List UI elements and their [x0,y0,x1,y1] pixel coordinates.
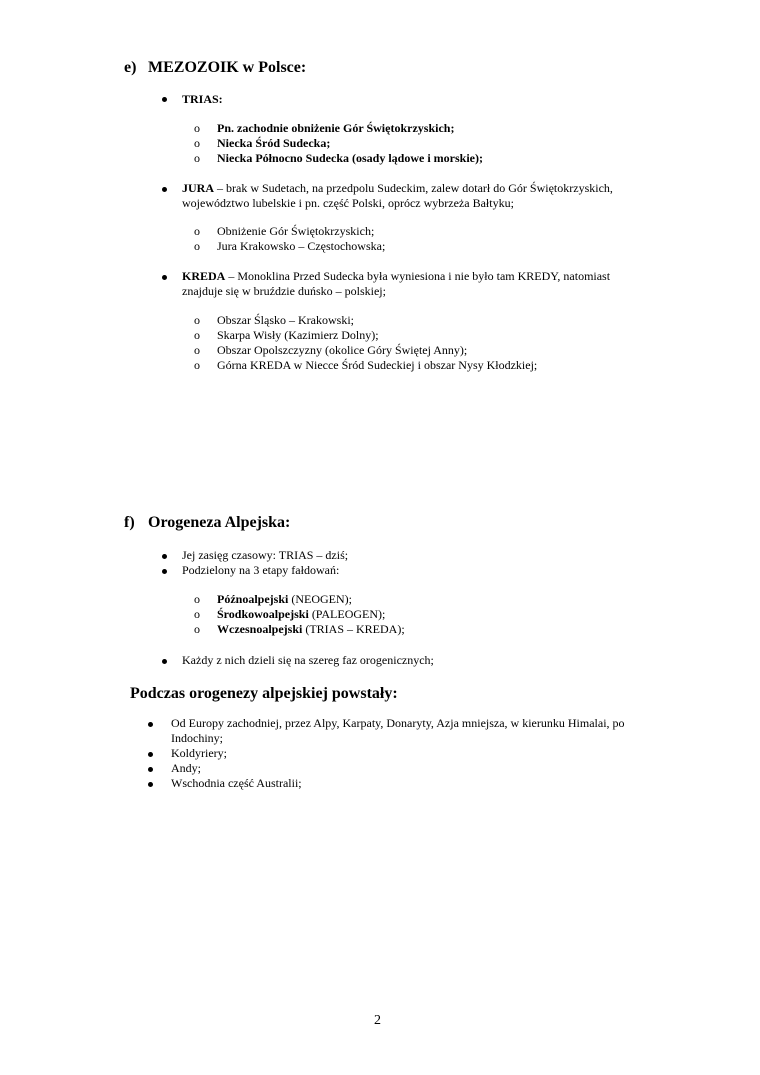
circle-bullet: o [194,121,200,135]
section-e-heading: MEZOZOIK w Polsce: [148,59,307,76]
stage-item [217,622,405,637]
formation-item: Koldyriery; [171,746,227,760]
orogeny-bullet: Podzielony na 3 etapy fałdowań: [182,563,340,577]
trias-item: Pn. zachodnie obniżenie Gór Świętokrzyskich; [217,121,455,135]
circle-bullet: o [194,592,200,606]
jura-heading: JURA [182,181,214,195]
trias-heading: TRIAS: [182,92,223,106]
bullet [148,767,153,772]
stage-name: Wczesnoalpejski [217,622,303,636]
bullet [148,782,153,787]
kreda-line-2: znajduje się w bruździe duńsko – polskiej; [182,284,386,298]
bullet [162,659,167,664]
section-f-heading: Orogeneza Alpejska: [148,514,291,531]
stage-detail: (PALEOGEN); [308,607,386,621]
stage-name: Późnoalpejski [217,592,289,606]
stage-item [217,607,385,622]
kreda-line-1 [182,269,610,284]
circle-bullet: o [194,151,200,165]
circle-bullet: o [194,328,200,342]
formation-item: Wschodnia część Australii; [171,776,302,790]
jura-line-1 [182,181,613,196]
bullet [162,275,167,280]
circle-bullet: o [194,622,200,636]
circle-bullet: o [194,313,200,327]
kreda-item: Skarpa Wisły (Kazimierz Dolny); [217,328,379,342]
kreda-text: – Monoklina Przed Sudecka była wyniesiona i nie było tam KREDY, natomiast [225,269,611,283]
stage-name: Środkowoalpejski [217,607,309,621]
jura-item: Jura Krakowsko – Częstochowska; [217,239,386,253]
circle-bullet: o [194,343,200,357]
circle-bullet: o [194,358,200,372]
circle-bullet: o [194,607,200,621]
bullet [162,569,167,574]
trias-item: Niecka Śród Sudecka; [217,136,331,150]
formation-item: Andy; [171,761,201,775]
kreda-item: Górna KREDA w Niecce Śród Sudeckiej i obszar Nysy Kłodzkiej; [217,358,538,372]
bullet [148,722,153,727]
bullet [162,97,167,102]
formation-item: Od Europy zachodniej, przez Alpy, Karpaty, Donaryty, Azja mniejsza, w kierunku Himalai, po [171,716,625,730]
stage-detail: (NEOGEN); [288,592,352,606]
bullet [148,752,153,757]
circle-bullet: o [194,239,200,253]
jura-line-2: województwo lubelskie i pn. część Polski, oprócz wybrzeża Bałtyku; [182,196,514,210]
section-e-label: e) [124,59,137,76]
circle-bullet: o [194,136,200,150]
jura-text: – brak w Sudetach, na przedpolu Sudeckim, zalew dotarł do Gór Świętokrzyskich, [214,181,613,195]
jura-item: Obniżenie Gór Świętokrzyskich; [217,224,375,238]
alpine-formations-heading: Podczas orogenezy alpejskiej powstały: [130,685,398,702]
trias-item: Niecka Północno Sudecka (osady lądowe i morskie); [217,151,484,165]
stage-item [217,592,352,607]
stage-detail: (TRIAS – KREDA); [302,622,405,636]
bullet [162,554,167,559]
section-f-label: f) [124,514,135,531]
page-number: 2 [374,1013,381,1028]
formation-item-cont: Indochiny; [171,731,223,745]
circle-bullet: o [194,224,200,238]
kreda-item: Obszar Śląsko – Krakowski; [217,313,354,327]
orogeny-bullet: Każdy z nich dzieli się na szereg faz orogenicznych; [182,653,434,667]
kreda-heading: KREDA [182,269,226,283]
kreda-item: Obszar Opolszczyzny (okolice Góry Świętej Anny); [217,343,468,357]
orogeny-bullet: Jej zasięg czasowy: TRIAS – dziś; [182,548,349,562]
bullet [162,187,167,192]
